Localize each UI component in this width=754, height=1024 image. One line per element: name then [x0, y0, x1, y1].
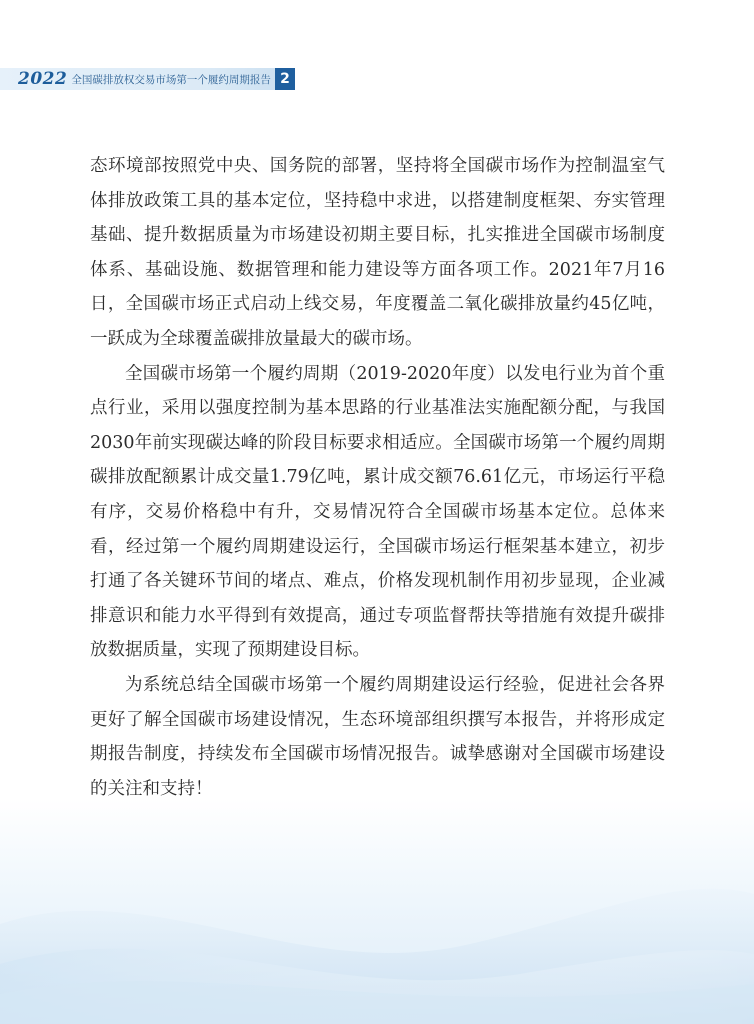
page-number-badge: 2: [275, 68, 295, 90]
header-report-title: 全国碳排放权交易市场第一个履约周期报告: [71, 73, 271, 86]
paragraph-1: 态环境部按照党中央、国务院的部署，坚持将全国碳市场作为控制温室气体排放政策工具的基本定位，坚持稳中求进，以搭建制度框架、夯实管理基础、提升数据质量为市场建设初期主要目标，扎实推进全国碳市场制度体系、基础设施、数据管理和能力建设等方面各项工作。2021年7月16日，全国碳市场正式启动上线交易，年度覆盖二氧化碳排放量约45亿吨，一跃成为全球覆盖碳排放量最大的碳市场。: [90, 156, 665, 349]
header-year: 2022: [18, 69, 68, 89]
report-body-text: [90, 149, 665, 806]
paragraph-2: 全国碳市场第一个履约周期（2019-2020年度）以发电行业为首个重点行业，采用以强度控制为基本思路的行业基准法实施配额分配，与我国2030年前实现碳达峰的阶段目标要求相适应。全国碳市场第一个履约周期碳排放配额累计成交量1.79亿吨，累计成交额76.61亿元，市场运行平稳有序，交易价格稳中有升，交易情况符合全国碳市场基本定位。总体来看，经过第一个履约周期建设运行，全国碳市场运行框架基本建立，初步打通了各关键环节间的堵点、难点，价格发现机制作用初步显现，企业减排意识和能力水平得到有效提高，通过专项监督帮扶等措施有效提升碳排放数据质量，实现了预期建设目标。: [90, 363, 665, 661]
decorative-wave-background: [0, 834, 754, 1024]
paragraph-3: 为系统总结全国碳市场第一个履约周期建设运行经验，促进社会各界更好了解全国碳市场建设情况，生态环境部组织撰写本报告，并将形成定期报告制度，持续发布全国碳市场情况报告。诚挚感谢对全国碳市场建设的关注和支持！: [90, 674, 665, 799]
report-header-banner: [0, 68, 295, 90]
